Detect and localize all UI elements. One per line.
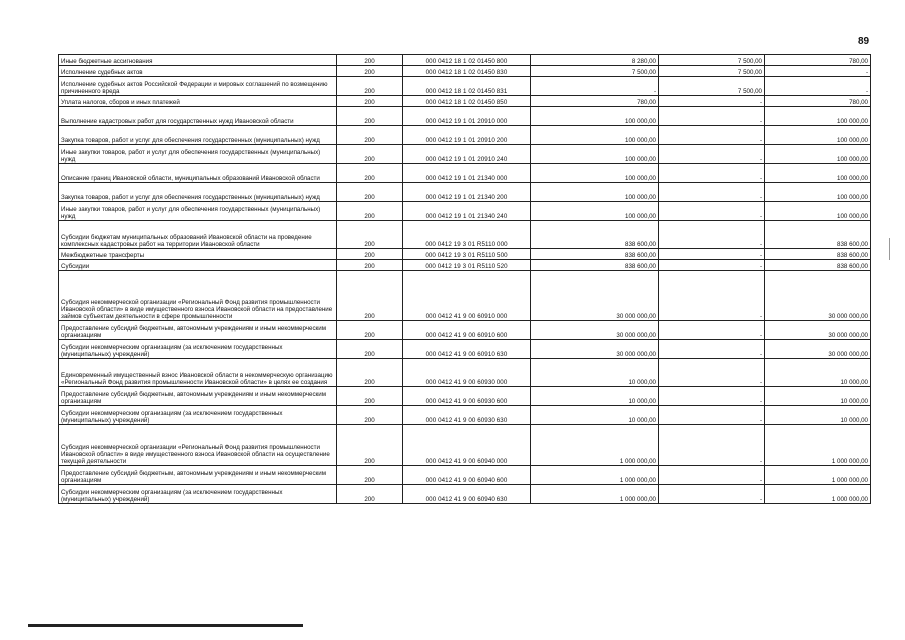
row-classification-code-cell: 000 0412 19 1 01 20910 240 xyxy=(403,145,531,164)
budget-table-body xyxy=(59,55,871,504)
row-name-cell: Закупка товаров, работ и услуг для обеспечения государственных (муниципальных) нужд xyxy=(59,126,337,145)
row-amount-3-cell: 1 000 000,00 xyxy=(765,466,871,485)
row-amount-1-cell: 100 000,00 xyxy=(531,183,659,202)
row-amount-1-cell: 8 280,00 xyxy=(531,55,659,66)
row-name-cell: Субсидия некоммерческой организации «Региональный Фонд развития промышленности Ивановской области» в виде имущественного взноса Ивановской области на осуществление текущей деятельности xyxy=(59,425,337,466)
table-row xyxy=(59,66,871,77)
row-amount-3-cell: 100 000,00 xyxy=(765,126,871,145)
row-amount-1-cell: 7 500,00 xyxy=(531,66,659,77)
row-classification-code-cell: 000 0412 19 1 01 21340 240 xyxy=(403,202,531,221)
table-row xyxy=(59,249,871,260)
table-row xyxy=(59,340,871,359)
row-amount-2-cell: - xyxy=(659,107,765,126)
row-amount-1-cell: 30 000 000,00 xyxy=(531,340,659,359)
table-row xyxy=(59,485,871,504)
row-name-cell: Субсидии xyxy=(59,260,337,271)
row-name-cell: Иные закупки товаров, работ и услуг для обеспечения государственных (муниципальных) нужд xyxy=(59,202,337,221)
table-row xyxy=(59,202,871,221)
row-admin-code-cell: 200 xyxy=(337,183,403,202)
row-amount-2-cell: - xyxy=(659,126,765,145)
row-amount-1-cell: 30 000 000,00 xyxy=(531,321,659,340)
row-amount-1-cell: 100 000,00 xyxy=(531,126,659,145)
row-admin-code-cell: 200 xyxy=(337,271,403,321)
row-admin-code-cell: 200 xyxy=(337,164,403,183)
row-name-cell: Межбюджетные трансферты xyxy=(59,249,337,260)
table-row xyxy=(59,145,871,164)
row-amount-3-cell: 10 000,00 xyxy=(765,359,871,387)
row-amount-3-cell: 100 000,00 xyxy=(765,164,871,183)
row-amount-2-cell: - xyxy=(659,485,765,504)
scan-edge-mark xyxy=(889,238,890,260)
row-admin-code-cell: 200 xyxy=(337,387,403,406)
row-amount-2-cell: - xyxy=(659,321,765,340)
table-row xyxy=(59,321,871,340)
row-amount-2-cell: - xyxy=(659,340,765,359)
row-name-cell: Предоставление субсидий бюджетным, автономным учреждениям и иным некоммерческим организациям xyxy=(59,466,337,485)
row-classification-code-cell: 000 0412 19 1 01 20910 000 xyxy=(403,107,531,126)
table-row xyxy=(59,221,871,249)
table-row xyxy=(59,387,871,406)
budget-table xyxy=(58,54,871,504)
row-classification-code-cell: 000 0412 18 1 02 01450 800 xyxy=(403,55,531,66)
row-amount-3-cell: 100 000,00 xyxy=(765,183,871,202)
row-admin-code-cell: 200 xyxy=(337,260,403,271)
row-classification-code-cell: 000 0412 41 9 00 60930 600 xyxy=(403,387,531,406)
row-classification-code-cell: 000 0412 41 9 00 60930 000 xyxy=(403,359,531,387)
table-row xyxy=(59,77,871,96)
row-amount-2-cell: - xyxy=(659,96,765,107)
row-amount-3-cell: - xyxy=(765,66,871,77)
row-classification-code-cell: 000 0412 41 9 00 60940 600 xyxy=(403,466,531,485)
row-classification-code-cell: 000 0412 18 1 02 01450 850 xyxy=(403,96,531,107)
table-row xyxy=(59,183,871,202)
row-classification-code-cell: 000 0412 41 9 00 60910 600 xyxy=(403,321,531,340)
row-amount-2-cell: - xyxy=(659,260,765,271)
row-amount-3-cell: 838 600,00 xyxy=(765,260,871,271)
row-name-cell: Исполнение судебных актов Российской Федерации и мировых соглашений по возмещению причиненного вреда xyxy=(59,77,337,96)
row-admin-code-cell: 200 xyxy=(337,96,403,107)
row-amount-1-cell: 100 000,00 xyxy=(531,164,659,183)
row-classification-code-cell: 000 0412 19 3 01 R5110 000 xyxy=(403,221,531,249)
row-amount-2-cell: - xyxy=(659,183,765,202)
row-amount-2-cell: - xyxy=(659,271,765,321)
row-name-cell: Субсидии бюджетам муниципальных образований Ивановской области на проведение комплексных кадастровых работ на территории Ивановской области xyxy=(59,221,337,249)
row-amount-3-cell: 1 000 000,00 xyxy=(765,425,871,466)
row-admin-code-cell: 200 xyxy=(337,406,403,425)
row-amount-1-cell: 100 000,00 xyxy=(531,107,659,126)
row-admin-code-cell: 200 xyxy=(337,126,403,145)
row-admin-code-cell: 200 xyxy=(337,340,403,359)
row-amount-3-cell: 10 000,00 xyxy=(765,406,871,425)
row-admin-code-cell: 200 xyxy=(337,249,403,260)
table-row xyxy=(59,164,871,183)
row-amount-2-cell: - xyxy=(659,387,765,406)
row-amount-1-cell: 100 000,00 xyxy=(531,202,659,221)
row-classification-code-cell: 000 0412 19 1 01 21340 200 xyxy=(403,183,531,202)
row-amount-2-cell: - xyxy=(659,359,765,387)
row-amount-3-cell: 1 000 000,00 xyxy=(765,485,871,504)
row-admin-code-cell: 200 xyxy=(337,466,403,485)
row-admin-code-cell: 200 xyxy=(337,77,403,96)
row-amount-2-cell: - xyxy=(659,164,765,183)
table-row xyxy=(59,126,871,145)
row-amount-2-cell: - xyxy=(659,145,765,164)
row-amount-1-cell: 780,00 xyxy=(531,96,659,107)
row-classification-code-cell: 000 0412 41 9 00 60910 630 xyxy=(403,340,531,359)
row-amount-1-cell: 1 000 000,00 xyxy=(531,466,659,485)
row-name-cell: Закупка товаров, работ и услуг для обеспечения государственных (муниципальных) нужд xyxy=(59,183,337,202)
row-name-cell: Субсидия некоммерческой организации «Региональный Фонд развития промышленности Ивановской области» в виде имущественного взноса Ивановской области на предоставление займов субъектам деятельности в сфере промышленности xyxy=(59,271,337,321)
row-admin-code-cell: 200 xyxy=(337,66,403,77)
row-amount-1-cell: 838 600,00 xyxy=(531,260,659,271)
table-row xyxy=(59,466,871,485)
row-name-cell: Исполнение судебных актов xyxy=(59,66,337,77)
row-amount-2-cell: 7 500,00 xyxy=(659,77,765,96)
row-amount-1-cell: 1 000 000,00 xyxy=(531,485,659,504)
row-classification-code-cell: 000 0412 18 1 02 01450 831 xyxy=(403,77,531,96)
row-amount-3-cell: 30 000 000,00 xyxy=(765,340,871,359)
row-amount-3-cell: 10 000,00 xyxy=(765,387,871,406)
row-name-cell: Предоставление субсидий бюджетным, автономным учреждениям и иным некоммерческим организациям xyxy=(59,387,337,406)
row-amount-1-cell: 100 000,00 xyxy=(531,145,659,164)
row-classification-code-cell: 000 0412 19 1 01 20910 200 xyxy=(403,126,531,145)
row-classification-code-cell: 000 0412 41 9 00 60940 000 xyxy=(403,425,531,466)
table-row xyxy=(59,406,871,425)
row-amount-1-cell: 10 000,00 xyxy=(531,406,659,425)
row-name-cell: Уплата налогов, сборов и иных платежей xyxy=(59,96,337,107)
row-classification-code-cell: 000 0412 19 1 01 21340 000 xyxy=(403,164,531,183)
row-classification-code-cell: 000 0412 41 9 00 60930 630 xyxy=(403,406,531,425)
row-admin-code-cell: 200 xyxy=(337,145,403,164)
row-amount-1-cell: 838 600,00 xyxy=(531,249,659,260)
footnote-rule xyxy=(28,624,303,627)
row-amount-2-cell: 7 500,00 xyxy=(659,66,765,77)
row-amount-1-cell: - xyxy=(531,77,659,96)
row-amount-1-cell: 838 600,00 xyxy=(531,221,659,249)
row-name-cell: Предоставление субсидий бюджетным, автономным учреждениям и иным некоммерческим организациям xyxy=(59,321,337,340)
table-row xyxy=(59,55,871,66)
row-amount-3-cell: - xyxy=(765,77,871,96)
row-admin-code-cell: 200 xyxy=(337,485,403,504)
table-row xyxy=(59,107,871,126)
row-admin-code-cell: 200 xyxy=(337,107,403,126)
row-name-cell: Единовременный имущественный взнос Ивановской области в некоммерческую организацию «Региональный Фонд развития промышленности Ивановской области» в целях ее создания xyxy=(59,359,337,387)
row-amount-3-cell: 780,00 xyxy=(765,96,871,107)
row-amount-2-cell: - xyxy=(659,466,765,485)
row-classification-code-cell: 000 0412 41 9 00 60910 000 xyxy=(403,271,531,321)
row-amount-2-cell: - xyxy=(659,221,765,249)
row-amount-1-cell: 1 000 000,00 xyxy=(531,425,659,466)
row-amount-3-cell: 30 000 000,00 xyxy=(765,271,871,321)
table-row xyxy=(59,425,871,466)
row-amount-1-cell: 30 000 000,00 xyxy=(531,271,659,321)
row-name-cell: Иные бюджетные ассигнования xyxy=(59,55,337,66)
row-amount-3-cell: 100 000,00 xyxy=(765,202,871,221)
row-classification-code-cell: 000 0412 41 9 00 60940 630 xyxy=(403,485,531,504)
table-row xyxy=(59,359,871,387)
row-admin-code-cell: 200 xyxy=(337,359,403,387)
row-admin-code-cell: 200 xyxy=(337,55,403,66)
row-amount-3-cell: 30 000 000,00 xyxy=(765,321,871,340)
page-number: 89 xyxy=(858,36,870,47)
row-amount-3-cell: 100 000,00 xyxy=(765,107,871,126)
table-row xyxy=(59,271,871,321)
row-admin-code-cell: 200 xyxy=(337,321,403,340)
row-name-cell: Описание границ Ивановской области, муниципальных образований Ивановской области xyxy=(59,164,337,183)
row-name-cell: Выполнение кадастровых работ для государственных нужд Ивановской области xyxy=(59,107,337,126)
row-amount-3-cell: 780,00 xyxy=(765,55,871,66)
row-name-cell: Субсидии некоммерческим организациям (за исключением государственных (муниципальных) учреждений) xyxy=(59,406,337,425)
row-name-cell: Иные закупки товаров, работ и услуг для обеспечения государственных (муниципальных) нужд xyxy=(59,145,337,164)
row-admin-code-cell: 200 xyxy=(337,221,403,249)
row-classification-code-cell: 000 0412 19 3 01 R5110 520 xyxy=(403,260,531,271)
row-admin-code-cell: 200 xyxy=(337,202,403,221)
row-name-cell: Субсидии некоммерческим организациям (за исключением государственных (муниципальных) учреждений) xyxy=(59,340,337,359)
table-row xyxy=(59,96,871,107)
row-amount-3-cell: 838 600,00 xyxy=(765,221,871,249)
row-amount-1-cell: 10 000,00 xyxy=(531,387,659,406)
row-amount-2-cell: - xyxy=(659,425,765,466)
row-name-cell: Субсидии некоммерческим организациям (за исключением государственных (муниципальных) учреждений) xyxy=(59,485,337,504)
row-classification-code-cell: 000 0412 18 1 02 01450 830 xyxy=(403,66,531,77)
row-amount-2-cell: 7 500,00 xyxy=(659,55,765,66)
row-amount-2-cell: - xyxy=(659,202,765,221)
row-amount-2-cell: - xyxy=(659,406,765,425)
table-row xyxy=(59,260,871,271)
row-amount-3-cell: 100 000,00 xyxy=(765,145,871,164)
row-amount-2-cell: - xyxy=(659,249,765,260)
row-amount-1-cell: 10 000,00 xyxy=(531,359,659,387)
row-amount-3-cell: 838 600,00 xyxy=(765,249,871,260)
row-admin-code-cell: 200 xyxy=(337,425,403,466)
row-classification-code-cell: 000 0412 19 3 01 R5110 500 xyxy=(403,249,531,260)
